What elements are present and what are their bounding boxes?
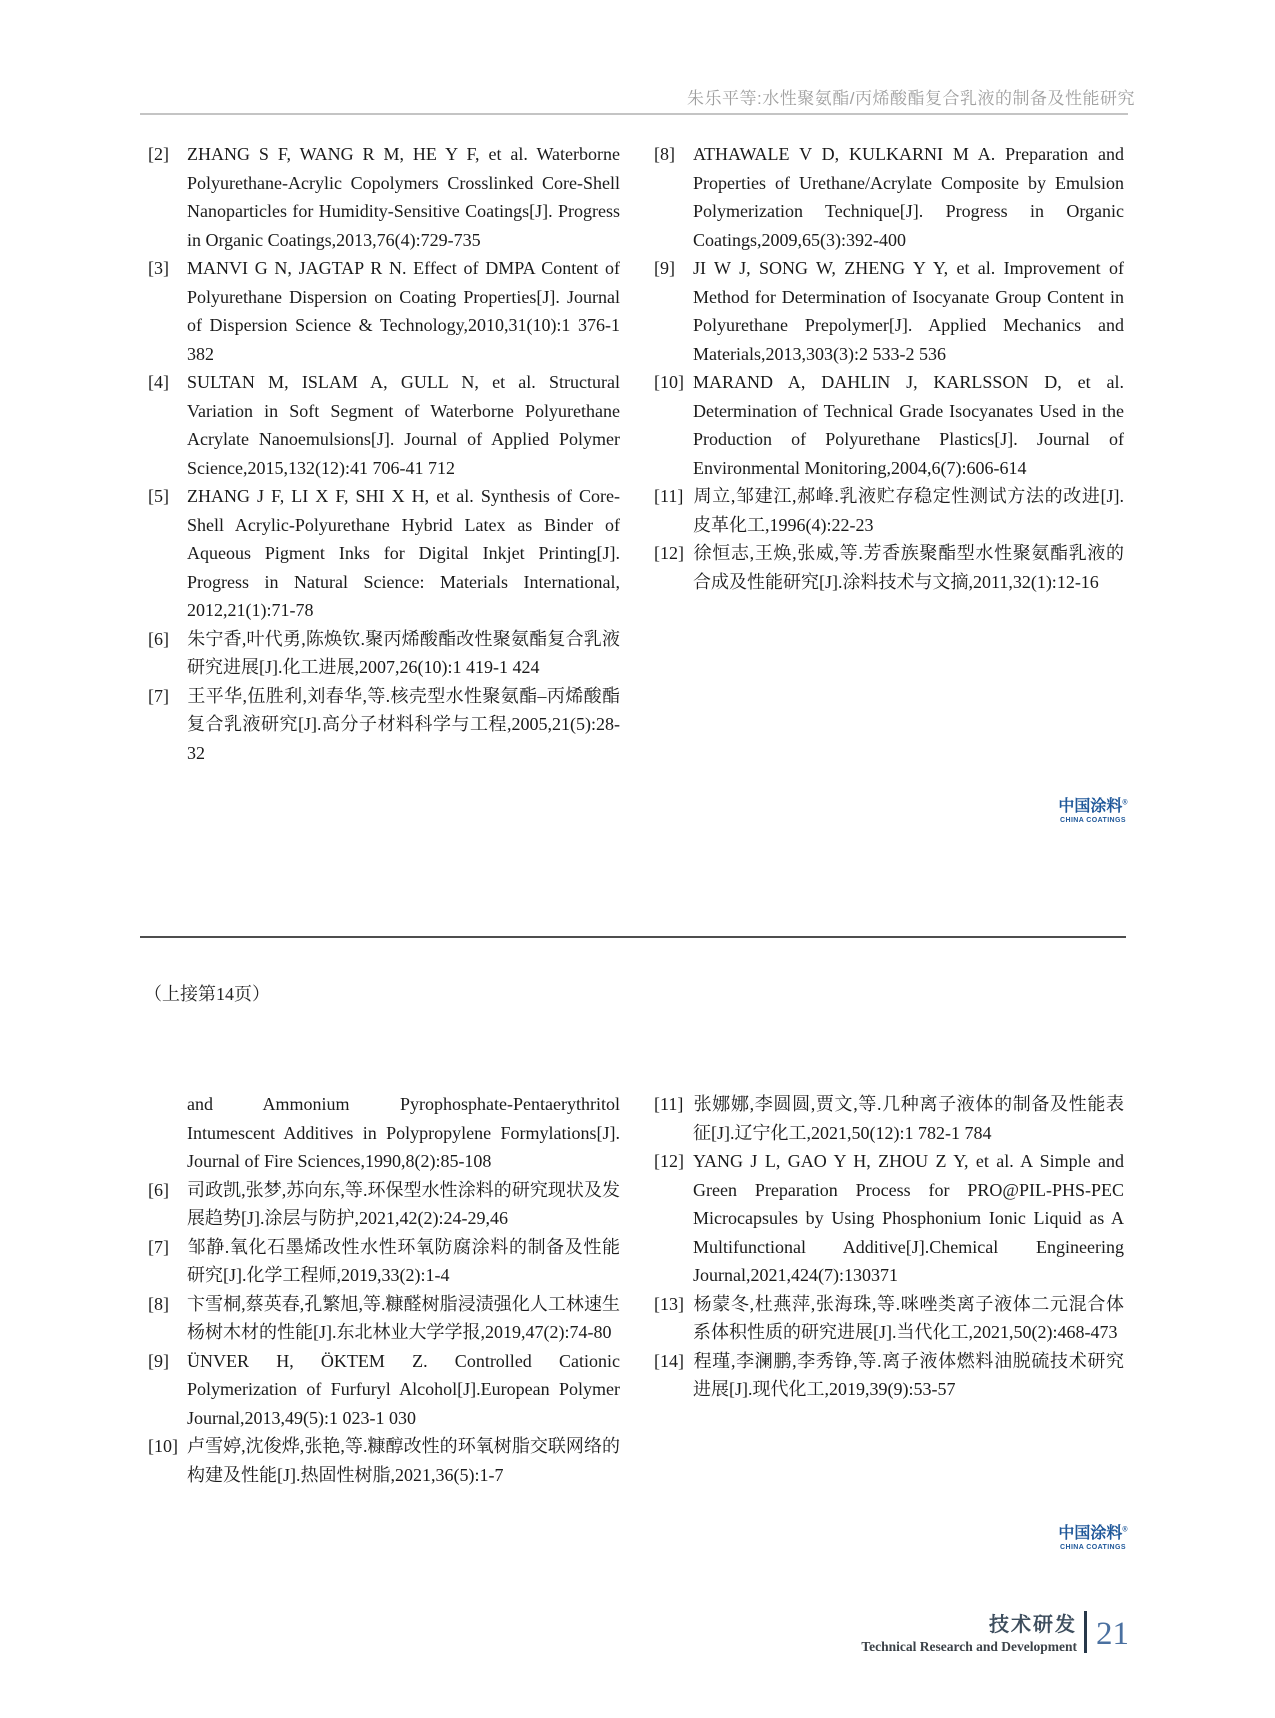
reference-number: [10] [654, 372, 684, 392]
reference-item [654, 254, 1124, 368]
reference-text: 张娜娜,李圆圆,贾文,等.几种离子液体的制备及性能表征[J].辽宁化工,2021,50(12):1 782-1 784 [693, 1094, 1124, 1143]
reference-list-bottom-right [654, 1090, 1124, 1404]
logo-cn-text: 中国涂料® [1058, 1525, 1128, 1542]
reference-text: 杨蒙冬,杜燕萍,张海珠,等.咪唑类离子液体二元混合体系体积性质的研究进展[J].当代化工,2021,50(2):468-473 [693, 1293, 1124, 1342]
reference-text: 邹静.氧化石墨烯改性水性环氧防腐涂料的制备及性能研究[J].化学工程师,2019,33(2):1-4 [187, 1236, 620, 1285]
reference-text: 徐恒志,王焕,张威,等.芳香族聚酯型水性聚氨酯乳液的合成及性能研究[J].涂料技术与文摘,2011,32(1):12-16 [693, 543, 1124, 592]
logo-en-text: CHINA COATINGS [1060, 816, 1126, 824]
reference-text: 程瑾,李澜鹏,李秀铮,等.离子液体燃料油脱硫技术研究进展[J].现代化工,2019,39(9):53-57 [693, 1350, 1124, 1399]
reference-item [654, 1090, 1124, 1147]
reference-text: ÜNVER H, ÖKTEM Z. Controlled Cationic Polymerization of Furfuryl Alcohol[J].European Polymer Journal,2013,49(5):1 023-1 030 [187, 1350, 620, 1428]
reference-text: ATHAWALE V D, KULKARNI M A. Preparation and Properties of Urethane/Acrylate Composite by Emulsion Polymerization Technique[J]. Progress in Organic Coatings,2009,65(3):392-400 [693, 144, 1124, 250]
reference-item [148, 368, 620, 482]
reference-item [654, 482, 1124, 539]
reference-item [148, 682, 620, 768]
reference-number: [12] [654, 1151, 684, 1171]
reference-item [148, 482, 620, 625]
footer-divider-bar [1084, 1611, 1087, 1653]
reference-list-bottom-left [148, 1090, 620, 1489]
continuation-note: （上接第14页） [144, 984, 270, 1004]
reference-number: [7] [148, 1236, 169, 1257]
reference-number: [4] [148, 372, 169, 392]
reference-text: 朱宁香,叶代勇,陈焕钦.聚丙烯酸酯改性聚氨酯复合乳液研究进展[J].化工进展,2007,26(10):1 419-1 424 [187, 628, 620, 677]
reference-text: SULTAN M, ISLAM A, GULL N, et al. Structural Variation in Soft Segment of Waterborne Polyurethane Acrylate Nanoemulsions[J]. Journal of Applied Polymer Science,2015,132(12):41 706-41 712 [187, 372, 620, 478]
reference-text: 司政凯,张梦,苏向东,等.环保型水性涂料的研究现状及发展趋势[J].涂层与防护,2021,42(2):24-29,46 [187, 1179, 620, 1228]
reference-text: 卢雪婷,沈俊烨,张艳,等.糠醇改性的环氧树脂交联网络的构建及性能[J].热固性树脂,2021,36(5):1-7 [187, 1436, 620, 1485]
reference-item [148, 140, 620, 254]
reference-item [148, 1176, 620, 1233]
header-rule [140, 113, 1128, 115]
reference-item [654, 368, 1124, 482]
reference-text: JI W J, SONG W, ZHENG Y Y, et al. Improvement of Method for Determination of Isocyanate Group Content in Polyurethane Prepolymer[J]. Applied Mechanics and Materials,2013,303(3):2 533-2 536 [693, 258, 1124, 364]
reference-number: [11] [654, 486, 684, 506]
reference-number: [10] [148, 1436, 178, 1456]
reference-item [148, 1432, 620, 1489]
reference-item [148, 1290, 620, 1347]
reference-text: 卞雪桐,蔡英春,孔繁旭,等.糠醛树脂浸渍强化人工林速生杨树木材的性能[J].东北林业大学学报,2019,47(2):74-80 [187, 1293, 620, 1342]
reference-number: [7] [148, 685, 169, 706]
china-coatings-logo [1058, 1526, 1128, 1551]
reference-number: [5] [148, 486, 169, 506]
reference-number: [6] [148, 628, 169, 649]
section-divider [140, 936, 1126, 938]
footer-section-en: Technical Research and Development [861, 1639, 1077, 1654]
footer-section-cn: 技术研发 [989, 1614, 1077, 1636]
reference-item [654, 1347, 1124, 1404]
reference-number: [14] [654, 1350, 684, 1371]
reference-text: ZHANG J F, LI X F, SHI X H, et al. Synthesis of Core-Shell Acrylic-Polyurethane Hybrid Latex as Binder of Aqueous Pigment Inks for Digital Inkjet Printing[J]. Progress in Natural Science: Materials International, 2012,21(1):71-78 [187, 486, 620, 620]
reference-text: and Ammonium Pyrophosphate-Pentaerythritol Intumescent Additives in Polypropylene Formylations[J]. Journal of Fire Sciences,1990,8(2):85-108 [187, 1094, 620, 1171]
reference-item [148, 1090, 620, 1176]
logo-cn-text: 中国涂料® [1058, 798, 1128, 815]
reference-number: [8] [148, 1293, 169, 1314]
reference-text: 周立,邹建江,郝峰.乳液贮存稳定性测试方法的改进[J].皮革化工,1996(4):22-23 [693, 486, 1124, 535]
running-title: 朱乐平等:水性聚氨酯/丙烯酸酯复合乳液的制备及性能研究 [687, 89, 1135, 108]
reference-number: [9] [148, 1350, 169, 1371]
reference-number: [8] [654, 144, 675, 164]
reference-number: [13] [654, 1293, 684, 1314]
reference-list-top-right [654, 140, 1124, 596]
reference-item [148, 1347, 620, 1433]
registered-mark: ® [1122, 1526, 1128, 1534]
footer [861, 1608, 1129, 1655]
reference-item [654, 1290, 1124, 1347]
reference-number: [3] [148, 258, 169, 278]
reference-item [148, 625, 620, 682]
reference-text: MARAND A, DAHLIN J, KARLSSON D, et al. Determination of Technical Grade Isocyanates Used in the Production of Polyurethane Plastics[J]. Journal of Environmental Monitoring,2004,6(7):606-614 [693, 372, 1124, 478]
footer-page-number: 21 [1096, 1616, 1129, 1652]
reference-item [148, 254, 620, 368]
reference-number: [2] [148, 144, 169, 164]
reference-item [654, 539, 1124, 596]
registered-mark: ® [1122, 799, 1128, 807]
reference-text: 王平华,伍胜利,刘春华,等.核壳型水性聚氨酯–丙烯酸酯复合乳液研究[J].高分子材料科学与工程,2005,21(5):28-32 [187, 685, 620, 763]
reference-item [654, 140, 1124, 254]
reference-item [654, 1147, 1124, 1290]
reference-text: MANVI G N, JAGTAP R N. Effect of DMPA Content of Polyurethane Dispersion on Coating Properties[J]. Journal of Dispersion Science & Technology,2010,31(10):1 376-1 382 [187, 258, 620, 364]
reference-text: ZHANG S F, WANG R M, HE Y F, et al. Waterborne Polyurethane-Acrylic Copolymers Crosslinked Core-Shell Nanoparticles for Humidity-Sensitive Coatings[J]. Progress in Organic Coatings,2013,76(4):729-735 [187, 144, 620, 250]
reference-item [148, 1233, 620, 1290]
reference-list-top-left [148, 140, 620, 767]
reference-number: [9] [654, 258, 675, 278]
china-coatings-logo [1058, 799, 1128, 824]
reference-number: [6] [148, 1179, 169, 1200]
reference-text: YANG J L, GAO Y H, ZHOU Z Y, et al. A Simple and Green Preparation Process for PRO@PIL-PHS-PEC Microcapsules by Using Phosphonium Ionic Liquid as A Multifunctional Additive[J].Chemical Engineering Journal,2021,424(7):130371 [693, 1151, 1124, 1285]
reference-number: [12] [654, 543, 684, 563]
logo-en-text: CHINA COATINGS [1060, 1543, 1126, 1551]
reference-number: [11] [654, 1094, 684, 1114]
